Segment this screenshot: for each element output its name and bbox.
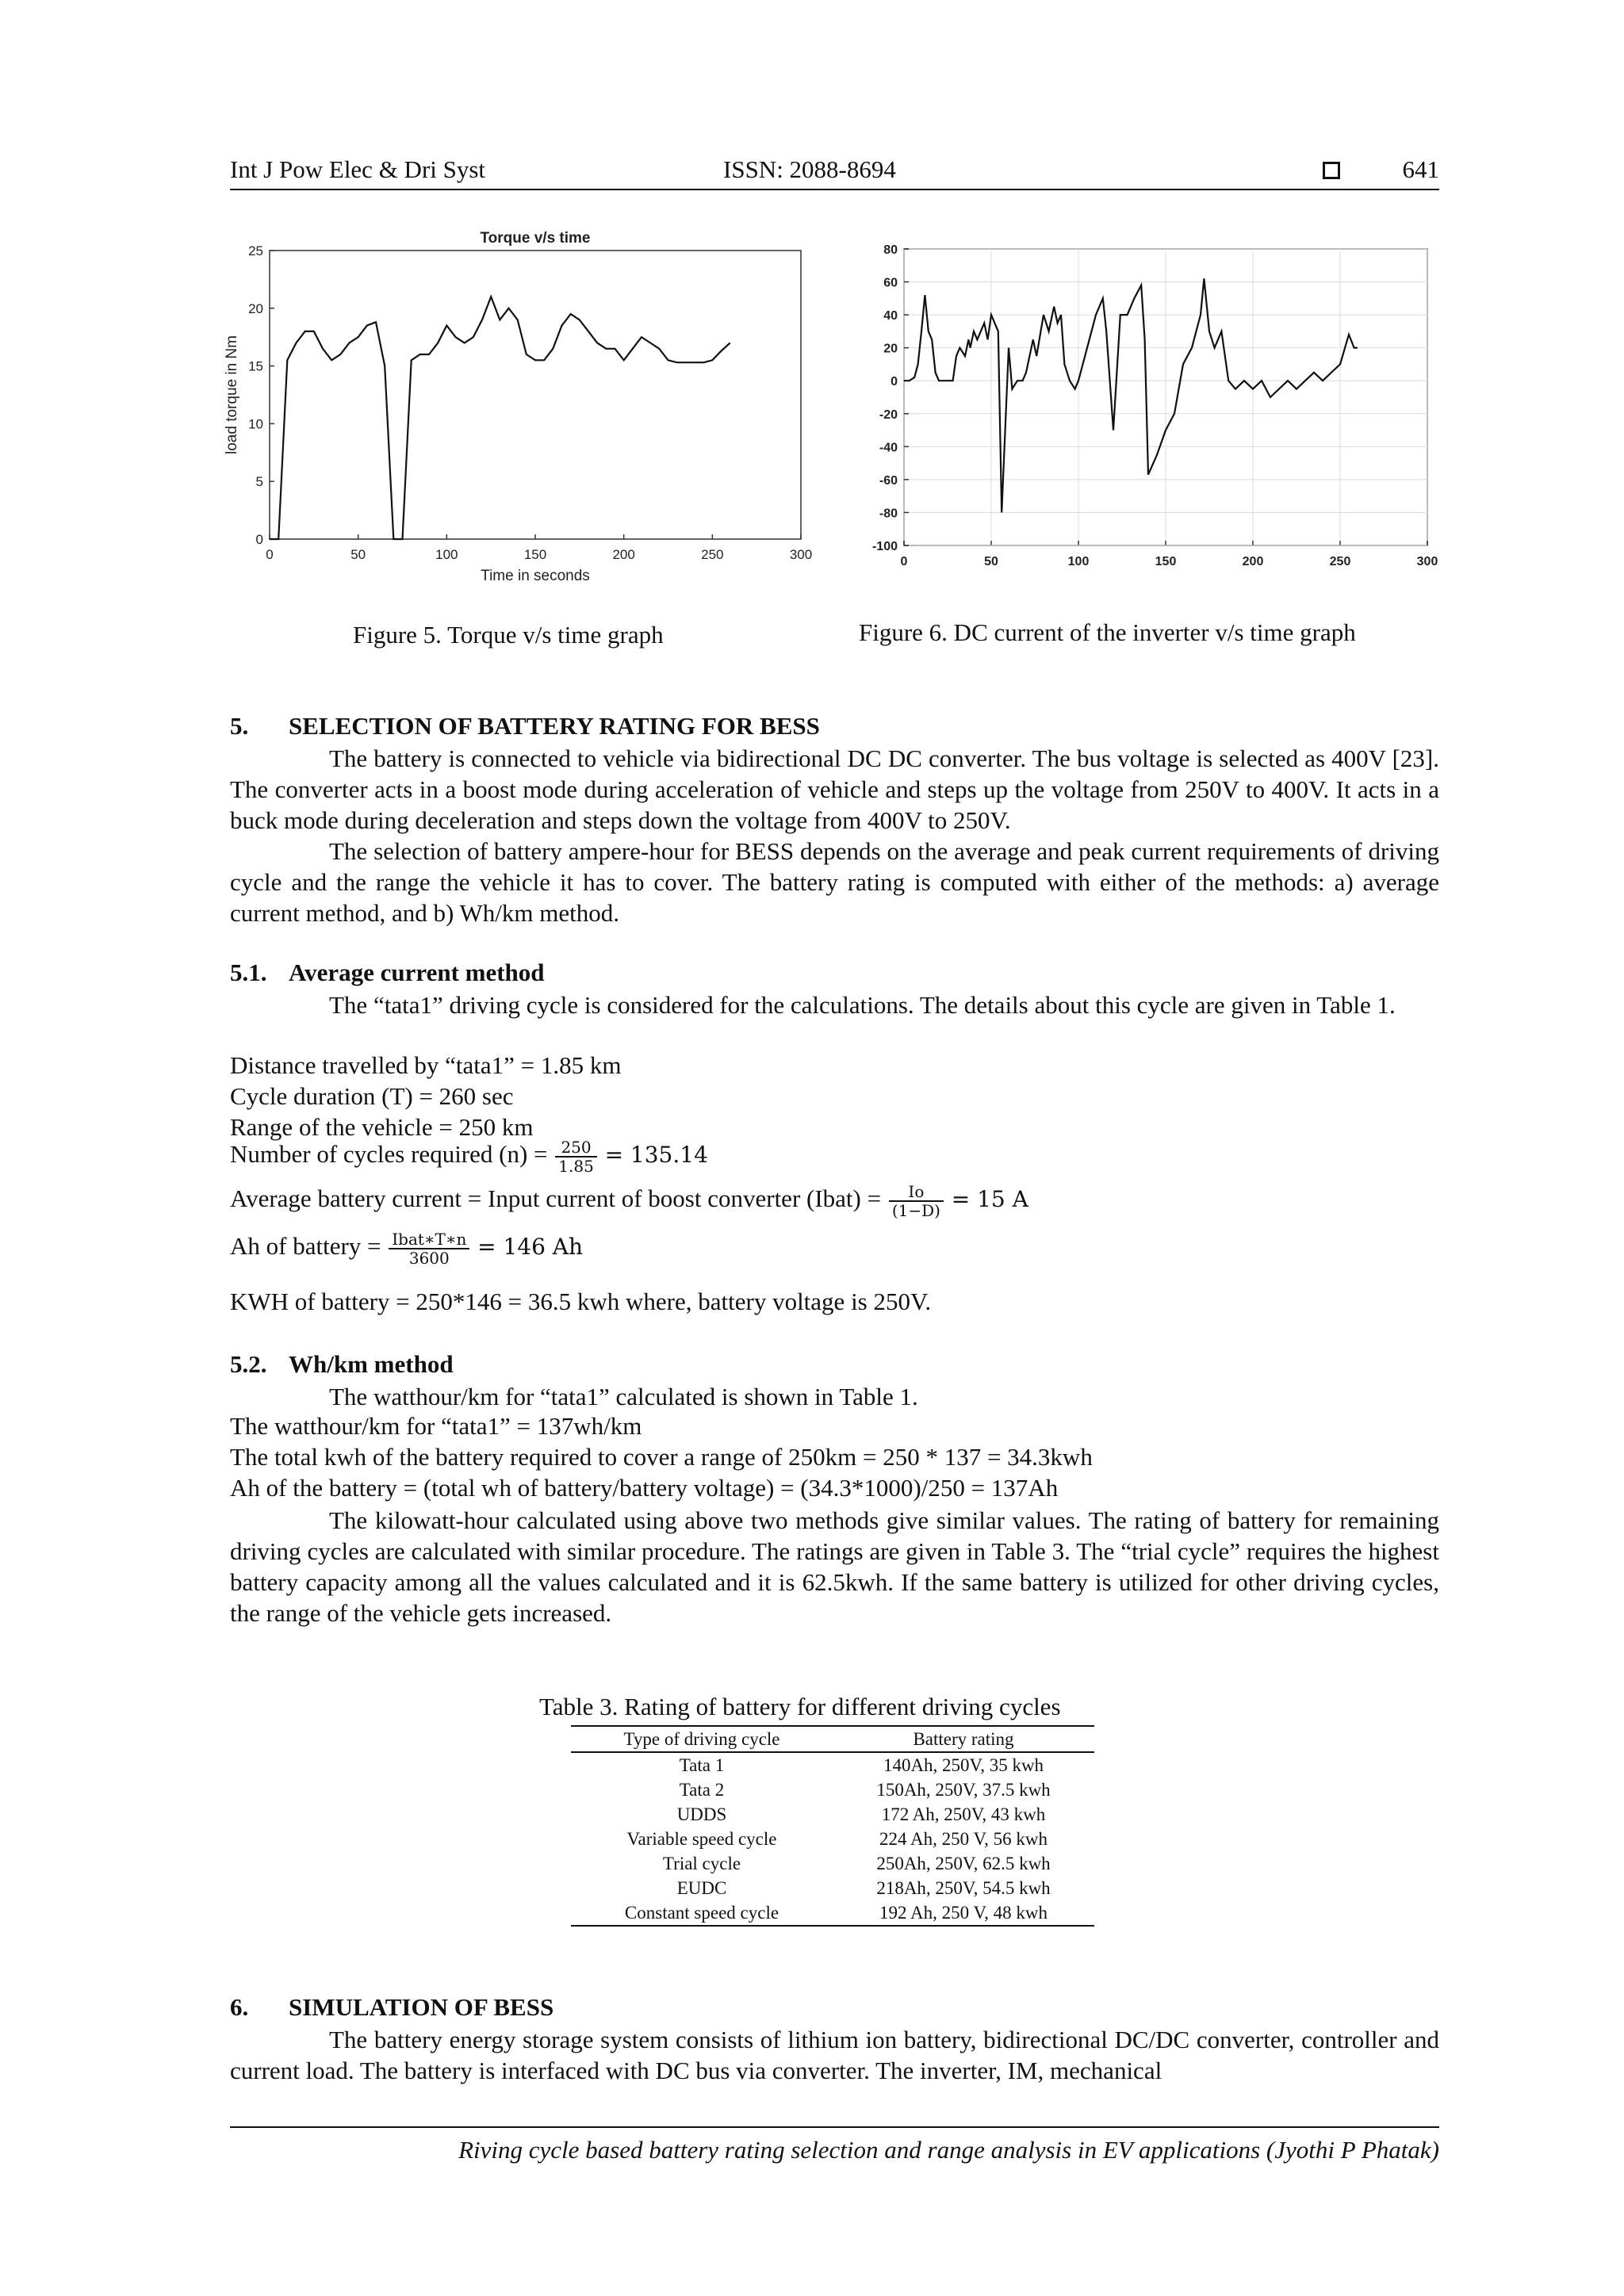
x-tick-label: 200	[612, 547, 635, 562]
table-cell: 172 Ah, 250V, 43 kwh	[881, 1804, 1046, 1824]
table-cell: 140Ah, 250V, 35 kwh	[883, 1755, 1044, 1775]
range-line: Range of the vehicle = 250 km	[230, 1113, 534, 1141]
section-number: 5.1.	[230, 959, 267, 986]
table-row	[571, 1802, 1094, 1827]
figure-5-caption: Figure 5. Torque v/s time graph	[353, 621, 664, 649]
equation-label: Number of cycles required (n) =	[230, 1140, 554, 1169]
table-row	[571, 1851, 1094, 1876]
y-tick-label: 10	[248, 416, 263, 432]
y-tick-label: -60	[879, 473, 898, 488]
figure-6-caption: Figure 6. DC current of the inverter v/s time graph	[859, 618, 1356, 646]
average-battery-current-equation	[230, 1183, 1028, 1219]
denominator: 1.85	[558, 1157, 594, 1176]
section-5-2-paragraph: The kilowatt-hour calculated using above two methods give similar values. The rating of battery for remaining driving cycles are calculated with similar procedure. The ratings are given in Table 3. The “trial cycle” requires the highest battery capacity among all the values calculated and it is 62.5kwh. If the same battery is utilized for other driving cycles, the range of the vehicle gets increased.	[230, 1506, 1439, 1627]
table-cell: Tata 2	[679, 1780, 725, 1800]
x-tick-label: 0	[266, 547, 274, 562]
table-cell: Variable speed cycle	[626, 1829, 777, 1849]
table-3	[571, 1725, 1094, 1927]
column-header: Battery rating	[833, 1726, 1094, 1752]
issn: ISSN: 2088-8694	[723, 155, 896, 183]
fraction	[389, 1230, 469, 1267]
y-tick-label: -20	[879, 408, 898, 422]
section-title: Average current method	[289, 959, 545, 986]
x-tick-label: 250	[1329, 555, 1351, 568]
section-5-paragraph-1: The battery is connected to vehicle via bidirectional DC DC converter. The bus voltage is selected as 400V [23]. The converter acts in a boost mode during acceleration of vehicle and steps up the voltage from 250V to 400V. It acts in a buck mode during deceleration and steps down the voltage from 400V to 250V.	[230, 744, 1439, 834]
section-5-2-heading	[230, 1350, 454, 1379]
section-title: SIMULATION OF BESS	[289, 1993, 554, 2021]
table-cell: 218Ah, 250V, 54.5 kwh	[876, 1878, 1051, 1898]
table-cell: 192 Ah, 250 V, 48 kwh	[833, 1900, 1094, 1926]
x-tick-label: 100	[1067, 555, 1090, 568]
table-row	[571, 1900, 1094, 1926]
watthour-per-km-line: The watthour/km for “tata1” = 137wh/km	[230, 1412, 642, 1440]
x-tick-label: 50	[350, 547, 366, 562]
table-row	[571, 1827, 1094, 1851]
numerator: Io	[889, 1183, 944, 1202]
y-tick-label: -100	[871, 540, 898, 553]
x-tick-label: 0	[900, 555, 908, 568]
y-tick-label: 60	[883, 276, 898, 290]
section-5-heading	[230, 712, 820, 740]
page-number: 641	[1402, 155, 1439, 183]
distance-line: Distance travelled by “tata1” = 1.85 km	[230, 1051, 622, 1079]
figure-6-current-chart	[856, 222, 1439, 595]
chart-title: Torque v/s time	[480, 230, 591, 247]
table-cell: UDDS	[676, 1804, 727, 1824]
footer-rule	[230, 2126, 1439, 2128]
table-cell: Trial cycle	[662, 1854, 741, 1873]
numerator: Ibat∗T∗n	[389, 1230, 469, 1249]
denominator: (1−D)	[891, 1201, 940, 1220]
x-tick-label: 150	[523, 547, 547, 562]
section-6-heading	[230, 1993, 553, 2022]
figure-5-torque-chart	[224, 222, 833, 595]
table-row	[571, 1777, 1094, 1802]
table-cell: Constant speed cycle	[571, 1900, 833, 1926]
section-number: 6.	[230, 1993, 249, 2021]
y-axis-label: load torque in Nm	[224, 335, 240, 454]
table-cell: 224 Ah, 250 V, 56 kwh	[879, 1829, 1048, 1849]
cycle-duration-line: Cycle duration (T) = 260 sec	[230, 1082, 514, 1110]
equation-label: Average battery current = Input current of boost converter (Ibat) =	[230, 1184, 887, 1213]
square-icon	[1323, 162, 1340, 179]
table-header-row	[571, 1726, 1094, 1752]
y-tick-label: -40	[879, 441, 898, 455]
kwh-of-battery-line: KWH of battery = 250*146 = 36.5 kwh where, battery voltage is 250V.	[230, 1288, 932, 1315]
x-tick-label: 100	[435, 547, 458, 562]
running-header	[230, 155, 1439, 190]
table-cell: 250Ah, 250V, 62.5 kwh	[876, 1854, 1051, 1873]
x-tick-label: 150	[1155, 555, 1177, 568]
x-tick-label: 300	[789, 547, 813, 562]
x-tick-label: 200	[1242, 555, 1264, 568]
section-5-1-heading	[230, 959, 545, 987]
y-tick-label: 80	[883, 243, 898, 257]
table-cell: EUDC	[676, 1878, 727, 1898]
number-of-cycles-equation	[230, 1138, 708, 1175]
denominator: 3600	[408, 1249, 450, 1268]
equation-result: = 146 Ah	[477, 1234, 584, 1261]
column-header: Type of driving cycle	[571, 1726, 833, 1752]
header-rule	[230, 189, 1439, 190]
table-cell: 150Ah, 250V, 37.5 kwh	[876, 1780, 1051, 1800]
journal-name: Int J Pow Elec & Dri Syst	[230, 155, 486, 183]
running-footer: Riving cycle based battery rating selection and range analysis in EV applications (Jyothi P Phatak)	[458, 2136, 1439, 2164]
equation-label: Ah of battery =	[230, 1232, 388, 1261]
x-axis-label: Time in seconds	[481, 568, 590, 584]
section-title: SELECTION OF BATTERY RATING FOR BESS	[289, 712, 820, 740]
table-row	[571, 1876, 1094, 1900]
y-tick-label: 20	[248, 300, 263, 316]
numerator: 250	[555, 1138, 597, 1158]
section-6-paragraph: The battery energy storage system consists of lithium ion battery, bidirectional DC/DC converter, controller and current load. The battery is interfaced with DC bus via converter. The inverter, IM, mechanical	[230, 2026, 1439, 2084]
y-tick-label: -80	[879, 507, 898, 521]
y-tick-label: 15	[248, 358, 263, 374]
table-cell: Tata 1	[679, 1755, 725, 1775]
fraction	[555, 1138, 597, 1175]
y-tick-label: 5	[255, 474, 263, 490]
fraction	[889, 1183, 944, 1219]
equation-result: = 135.14	[604, 1142, 708, 1169]
equation-result: = 15 A	[951, 1186, 1028, 1213]
y-tick-label: 20	[883, 342, 898, 356]
x-tick-label: 300	[1416, 555, 1438, 568]
y-tick-label: 25	[248, 243, 263, 258]
y-tick-label: 40	[883, 309, 898, 323]
total-kwh-line: The total kwh of the battery required to cover a range of 250km = 250 * 137 = 34.3kwh	[230, 1443, 1093, 1471]
section-5-paragraph-2: The selection of battery ampere-hour for BESS depends on the average and peak current requirements of driving cycle and the range the vehicle it has to cover. The battery rating is computed with either of the methods: a) average current method, and b) Wh/km method.	[230, 837, 1439, 927]
section-5-1-paragraph: The “tata1” driving cycle is considered for the calculations. The details about this cycle are given in Table 1.	[329, 991, 1396, 1019]
y-tick-label: 0	[891, 375, 898, 389]
table-row	[571, 1752, 1094, 1777]
section-5-2-intro: The watthour/km for “tata1” calculated is shown in Table 1.	[329, 1383, 918, 1410]
x-tick-label: 50	[984, 555, 998, 568]
x-tick-label: 250	[701, 547, 724, 562]
y-tick-label: 0	[255, 532, 263, 547]
table-3-caption: Table 3. Rating of battery for different driving cycles	[539, 1693, 1061, 1720]
section-number: 5.	[230, 712, 249, 740]
section-number: 5.2.	[230, 1350, 267, 1378]
ah-of-battery-line: Ah of the battery = (total wh of battery/battery voltage) = (34.3*1000)/250 = 137Ah	[230, 1474, 1059, 1502]
section-title: Wh/km method	[289, 1350, 454, 1378]
plot-frame	[270, 251, 801, 539]
ah-of-battery-equation	[230, 1230, 583, 1267]
